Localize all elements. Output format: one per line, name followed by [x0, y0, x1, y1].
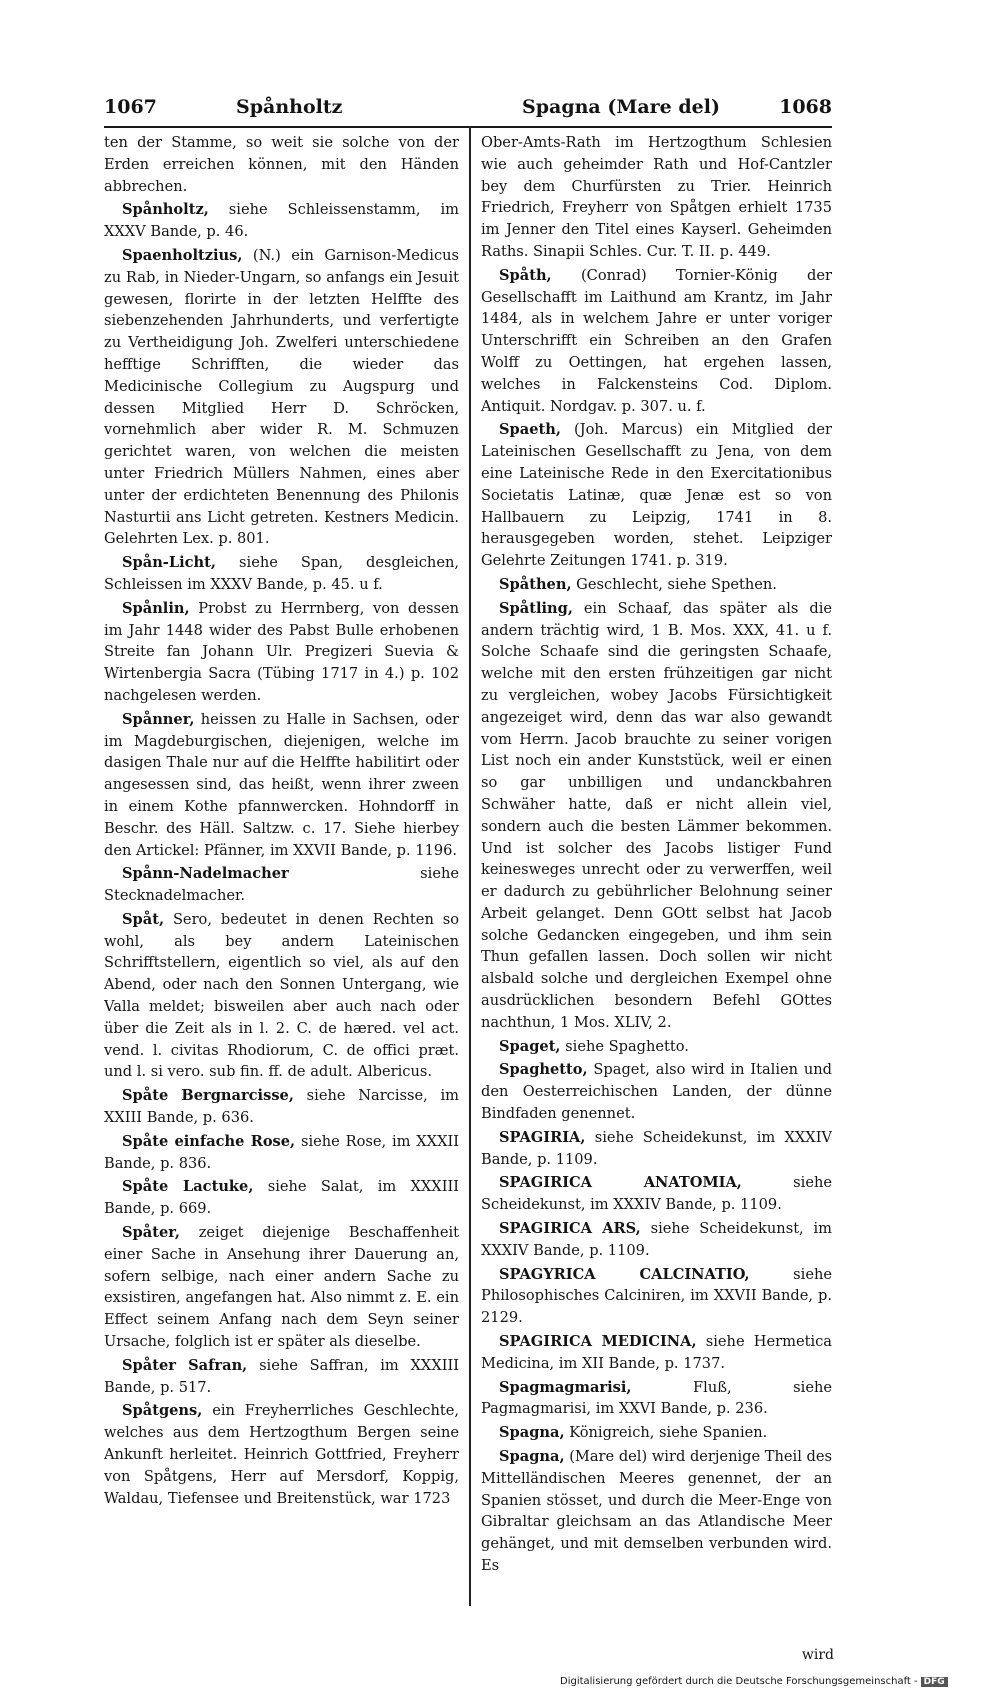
- entry-text: Königreich, siehe Spanien.: [569, 1424, 768, 1442]
- dictionary-entry: [104, 1400, 459, 1509]
- dictionary-entry: [104, 245, 459, 550]
- entry-headword: Spåter Safran,: [122, 1356, 248, 1374]
- entry-text: Fluß, siehe Pagmagmarisi, im XXVI Bande, p. 236.: [481, 1378, 832, 1418]
- entry-text: (Conrad) Tornier-König der Gesellschafft im Laithund am Krantz, im Jahr 1484, als in welchem Jahre er unter voriger Unterschrifft ein Schreiben an den Grafen Wolff zu Oettingen, hat ergehen lassen, welches in Falckensteins Cod. Diplom. Antiquit. Nordgav. p. 307. u. f.: [481, 266, 832, 415]
- dictionary-entry: [104, 1131, 459, 1175]
- entry-text: siehe Saffran, im XXXIII Bande, p. 517.: [104, 1356, 459, 1396]
- entry-headword: Spånlin,: [122, 599, 190, 617]
- entry-headword: Spaghetto,: [499, 1061, 588, 1079]
- entry-headword: Spånn-Nadelmacher: [122, 865, 289, 883]
- dictionary-entry: [481, 1446, 832, 1577]
- dictionary-entry: [104, 1176, 459, 1220]
- header-title-right: Spagna (Mare del): [522, 96, 720, 118]
- dictionary-entry: [481, 1218, 832, 1262]
- entry-headword: Spåte einfache Rose,: [122, 1132, 296, 1150]
- entry-headword: Spaget,: [499, 1037, 561, 1055]
- dictionary-entry: [104, 909, 459, 1083]
- entry-headword: SPAGIRIA,: [499, 1128, 586, 1146]
- catchword: wird: [801, 1647, 834, 1663]
- entry-text: Probst zu Herrnberg, von dessen im Jahr 1448 wider des Pabst Bulle erhobenen Streite fan Johann Ulr. Pregizeri Suevia & Wirtenbergia Sacra (Tübing 1717 in 4.) p. 102 nachgelesen werden.: [104, 599, 459, 704]
- dictionary-entry: [481, 1422, 832, 1444]
- entry-text: siehe Scheidekunst, im XXXIV Bande, p. 1109.: [481, 1174, 832, 1214]
- entry-text: siehe Philosophisches Calciniren, im XXVII Bande, p. 2129.: [481, 1265, 832, 1327]
- entry-headword: Spån-Licht,: [122, 554, 216, 572]
- dictionary-entry: [481, 1331, 832, 1375]
- dictionary-entry: [104, 1355, 459, 1399]
- entry-text: zeiget diejenige Beschaffenheit einer Sache in Ansehung ihrer Dauerung an, sofern selbige, nach einer andern Sache zu exsistiren, angefangen hat. Also nimmt z. E. ein Effect seinem Anfang nach dem Seyn seiner Ursache, folglich ist er später als dieselbe.: [104, 1224, 459, 1351]
- entry-text: Ober-Amts-Rath im Hertzogthum Schlesien wie auch geheimder Rath und Hof-Cantzler bey dem Churfürsten zu Trier. Heinrich Friedrich, Freyherr von Spåtgen erhielt 1735 im Jenner den Titel eines Kayserl. Geheimden Raths. Sinapii Schles. Cur. T. II. p. 449.: [481, 134, 832, 260]
- entry-headword: Spagna,: [499, 1424, 565, 1442]
- dictionary-entry: [104, 863, 459, 907]
- page-number-right: 1068: [779, 96, 832, 118]
- dictionary-entry: [104, 1085, 459, 1129]
- entry-text: Sero, bedeutet in denen Rechten so wohl, als bey andern Lateinischen Schrifftstellern, eigentlich so viel, als auf den Abend, oder nach den Sonnen Untergang, wie Valla meldet; bisweilen aber auch nach oder über die Zeit als in l. 2. C. de hæred. vel act. vend. l. civitas Rhodiorum, C. de offici præt. und l. si vero. sub fin. ff. de adult. Albericus.: [104, 910, 459, 1081]
- entry-text: siehe Scheidekunst, im XXXIV Bande, p. 1109.: [481, 1128, 832, 1168]
- dictionary-entry: [104, 1222, 459, 1353]
- left-column: [104, 132, 459, 1592]
- footer-credit: [560, 1676, 948, 1687]
- dictionary-entry: [481, 1172, 832, 1216]
- entry-text: ein Freyherrliches Geschlechte, welches aus dem Hertzogthum Bergen seine Ankunft herleitet. Heinrich Gottfried, Freyherr von Spåtgens, Herr auf Mersdorf, Koppig, Waldau, Tiefensee und Breitenstück, war 1723: [104, 1402, 459, 1507]
- dfg-logo: DFG: [921, 1677, 948, 1687]
- entry-text: ein Schaaf, das später als die andern trächtig wird, 1 B. Mos. XXX, 41. u f. Solche Schaafe sind die geringsten Schaafe, welche mit den ersten frühzeitigen gar nicht zu vergleichen, wobey Jacobs Fürsichtigkeit angezeiget wird, denn das war also gewandt vom Herrn. Jacob brauchte zu seiner vorigen List noch ein ander Kunststück, weil er einen so gar unbilligen und undanckbahren Schwäher hatte, daß er nicht allein viel, sondern auch die besten Lämmer bekommen. Und ist solcher des Jacobs listiger Fund keinesweges unrecht oder zu verwerffen, weil er dadurch zu gebührlicher Belohnung seiner Arbeit gelanget. Denn GOtt selbst hat Jacob solche Gedancken eingegeben, und ihm sein Thun gefallen lassen. Doch sollen wir nicht alsbald solche und dergleichen Exempel ohne ausdrücklichen besondern Befehl GOttes nachthun, 1 Mos. XLIV, 2.: [481, 599, 832, 1031]
- entry-headword: Spåt,: [122, 910, 165, 928]
- entry-text: (Mare del) wird derjenige Theil des Mittelländischen Meeres genennet, der an Spanien stösset, und durch die Meer-Enge von Gibraltar gleichsam an das Atlandische Meer gehänget, und mit demselben verbunden wird. Es: [481, 1448, 832, 1574]
- dictionary-entry: [481, 1036, 832, 1058]
- entry-headword: Spagna,: [499, 1448, 565, 1466]
- entry-headword: SPAGYRICA CALCINATIO,: [499, 1265, 750, 1283]
- entry-headword: Spaeth,: [499, 421, 561, 439]
- entry-headword: Spåtling,: [499, 599, 573, 617]
- entry-text: siehe Salat, im XXXIII Bande, p. 669.: [104, 1178, 459, 1218]
- entry-text: Spaget, also wird in Italien und den Oesterreichischen Landen, der dünne Bindfaden genennet.: [481, 1061, 832, 1123]
- dictionary-entry: [481, 132, 832, 263]
- entry-headword: Spåte Bergnarcisse,: [122, 1087, 294, 1105]
- entry-text: siehe Narcisse, im XXIII Bande, p. 636.: [104, 1087, 459, 1127]
- dictionary-entry: [481, 419, 832, 572]
- footer-text: Digitalisierung gefördert durch die Deutsche Forschungsgemeinschaft -: [560, 1676, 918, 1687]
- entry-text: siehe Stecknadelmacher.: [104, 865, 459, 905]
- entry-text: siehe Hermetica Medicina, im XII Bande, p. 1737.: [481, 1333, 832, 1372]
- entry-text: siehe Span, desgleichen, Schleissen im XXXV Bande, p. 45. u f.: [104, 554, 459, 593]
- entry-headword: SPAGIRICA MEDICINA,: [499, 1333, 697, 1351]
- entry-text: siehe Schleissenstamm, im XXXV Bande, p. 46.: [104, 201, 459, 241]
- dictionary-entry: [104, 132, 459, 197]
- entry-headword: Spåter,: [122, 1224, 180, 1242]
- entry-headword: Spåth,: [499, 266, 552, 284]
- entry-headword: Spåtgens,: [122, 1402, 203, 1420]
- dictionary-entry: [104, 199, 459, 243]
- entry-headword: Spåthen,: [499, 575, 572, 593]
- dictionary-entry: [481, 265, 832, 418]
- entry-text: ten der Stamme, so weit sie solche von der Erden erreichen können, mit den Händen abbrechen.: [104, 134, 459, 195]
- entry-text: (Joh. Marcus) ein Mitglied der Lateinischen Gesellschafft zu Jena, von dem eine Lateinische Rede in den Exercitationibus Societatis Latinæ, quæ Jenæ est so von Hallbauern zu Leipzig, 1741 in 8. herausgegeben worden, stehet. Leipziger Gelehrte Zeitungen 1741. p. 319.: [481, 421, 832, 570]
- page-number-left: 1067: [104, 96, 157, 118]
- running-header: [104, 92, 832, 128]
- dictionary-entry: [481, 598, 832, 1034]
- column-divider: [469, 126, 471, 1606]
- dictionary-entry: [104, 552, 459, 596]
- dictionary-entry: [104, 598, 459, 707]
- dictionary-entry: [481, 1377, 832, 1421]
- entry-text: (N.) ein Garnison-Medicus zu Rab, in Nieder-Ungarn, so anfangs ein Jesuit gewesen, florirte in der letzten Helffte des siebenzehenden Jahrhunderts, und verfertigte zu Vertheidigung Joh. Zwelferi unterschiedene hefftige Schrifften, die wieder das Medicinische Collegium zu Augspurg und dessen Mitglied Herr D. Schröcken, vornehmlich aber wider R. M. Schmuzen gerichtet waren, von welchen die meisten unter Friedrich Müllers Nahmen, eines aber unter der erdichteten Benennung des Philonis Nasturtii ans Licht getreten. Kestners Medicin. Gelehrten Lex. p. 801.: [104, 246, 459, 548]
- header-title-left: Spånholtz: [236, 96, 343, 118]
- entry-headword: SPAGIRICA ANATOMIA,: [499, 1174, 742, 1192]
- entry-text: heissen zu Halle in Sachsen, oder im Magdeburgischen, diejenigen, welche im dasigen Thale nur auf die Helffte habilitirt oder angesessen sind, das heißt, wenn ihrer zween in einem Kothe pfannwercken. Hohndorff in Beschr. des Häll. Saltzw. c. 17. Siehe hierbey den Artickel: Pfänner, im XXVII Bande, p. 1196.: [104, 710, 459, 859]
- entry-headword: SPAGIRICA ARS,: [499, 1220, 641, 1238]
- entry-headword: Spåte Lactuke,: [122, 1178, 254, 1196]
- dictionary-entry: [481, 1127, 832, 1171]
- entry-text: siehe Spaghetto.: [565, 1037, 689, 1055]
- entry-headword: Spånner,: [122, 710, 195, 728]
- dictionary-entry: [104, 709, 459, 862]
- entry-text: siehe Scheidekunst, im XXXIV Bande, p. 1109.: [481, 1220, 832, 1259]
- entry-headword: Spånholtz,: [122, 201, 209, 219]
- entry-text: siehe Rose, im XXXII Bande, p. 836.: [104, 1132, 459, 1172]
- entry-headword: Spagmagmarisi,: [499, 1378, 632, 1396]
- right-column: [481, 132, 832, 1642]
- dictionary-entry: [481, 1059, 832, 1124]
- entry-headword: Spaenholtzius,: [122, 246, 243, 264]
- dictionary-entry: [481, 1264, 832, 1329]
- entry-text: Geschlecht, siehe Spethen.: [576, 575, 777, 593]
- dictionary-entry: [481, 574, 832, 596]
